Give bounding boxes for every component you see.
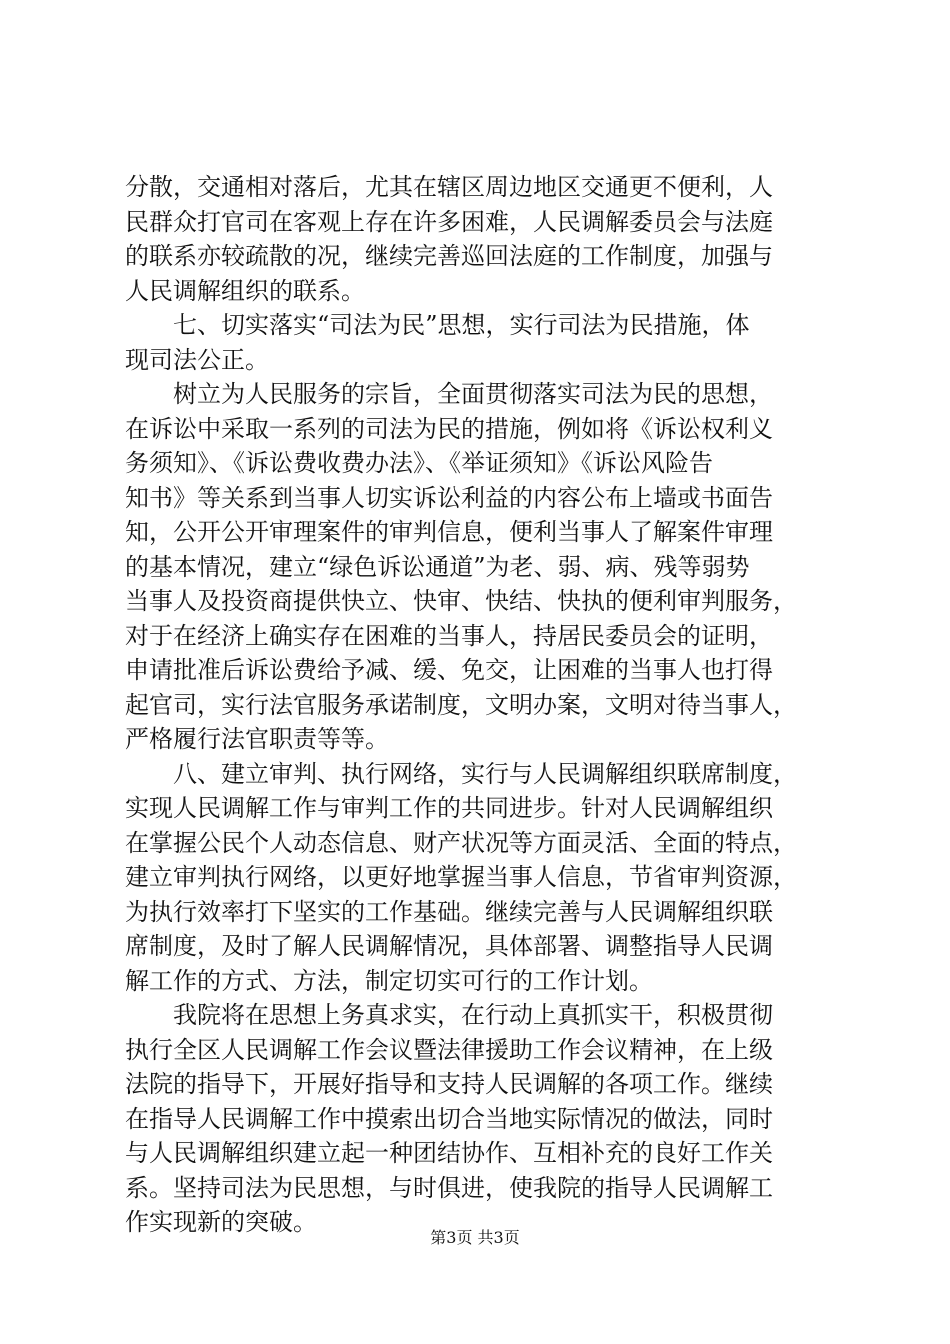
text-line: 申请批准后诉讼费给予减、缓、免交，让困难的当事人也打得 <box>125 656 773 684</box>
text-line: 树立为人民服务的宗旨，全面贯彻落实司法为民的思想， <box>125 380 773 408</box>
text-line: 在掌握公民个人动态信息、财产状况等方面灵活、全面的特点， <box>125 828 797 857</box>
text-line: 起官司，实行法官服务承诺制度，文明办案，文明对待当事人， <box>125 690 797 719</box>
text-line: 系。坚持司法为民思想，与时俱进，使我院的指导人民调解工 <box>125 1173 773 1202</box>
text-line: 务须知》、《诉讼费收费办法》、《举证须知》《诉讼风险告 <box>125 449 713 477</box>
text-line: 解工作的方式、方法，制定切实可行的工作计划。 <box>125 966 653 995</box>
text-line: 严格履行法官职责等等。 <box>125 725 389 753</box>
text-line: 实现人民调解工作与审判工作的共同进步。针对人民调解组织 <box>125 794 773 822</box>
text-line: 我院将在思想上务真求实，在行动上真抓实干，积极贯彻 <box>125 1001 773 1029</box>
text-line: 在指导人民调解工作中摸索出切合当地实际情况的做法，同时 <box>125 1104 773 1133</box>
text-line: 知，公开公开审理案件的审判信息，便利当事人了解案件审理 <box>125 518 773 546</box>
text-line: 与人民调解组织建立起一种团结协作、互相补充的良好工作关 <box>125 1139 773 1167</box>
text-line: 法院的指导下，开展好指导和支持人民调解的各项工作。继续 <box>125 1070 773 1098</box>
text-line: 的基本情况，建立“绿色诉讼通道”为老、弱、病、残等弱势 <box>125 552 750 581</box>
text-line: 现司法公正。 <box>125 345 269 374</box>
text-line: 对于在经济上确实存在困难的当事人，持居民委员会的证明， <box>125 621 773 650</box>
text-line: 为执行效率打下坚实的工作基础。继续完善与人民调解组织联 <box>125 897 773 926</box>
text-line: 席制度，及时了解人民调解情况，具体部署、调整指导人民调 <box>125 932 773 960</box>
text-line: 的联系亦较疏散的况，继续完善巡回法庭的工作制度，加强与 <box>125 242 773 270</box>
text-line: 八、建立审判、执行网络，实行与人民调解组织联席制度， <box>125 759 797 788</box>
text-line: 当事人及投资商提供快立、快审、快结、快执的便利审判服务， <box>125 587 797 615</box>
text-line: 人民调解组织的联系。 <box>125 276 365 305</box>
text-line: 民群众打官司在客观上存在许多困难，人民调解委员会与法庭 <box>125 207 773 236</box>
text-line: 在诉讼中采取一系列的司法为民的措施，例如将《诉讼权利义 <box>125 414 773 443</box>
text-line: 作实现新的突破。 <box>125 1208 317 1236</box>
text-line: 建立审判执行网络，以更好地掌握当事人信息，节省审判资源， <box>125 863 797 891</box>
page-footer: 第3页 共3页 <box>430 1228 520 1247</box>
text-line: 七、切实落实“司法为民”思想，实行司法为民措施，体 <box>125 311 750 339</box>
text-line: 分散，交通相对落后，尤其在辖区周边地区交通更不便利，人 <box>125 173 773 201</box>
text-line: 知书》等关系到当事人切实诉讼利益的内容公布上墙或书面告 <box>125 483 773 512</box>
text-line: 执行全区人民调解工作会议暨法律援助工作会议精神，在上级 <box>125 1035 773 1064</box>
